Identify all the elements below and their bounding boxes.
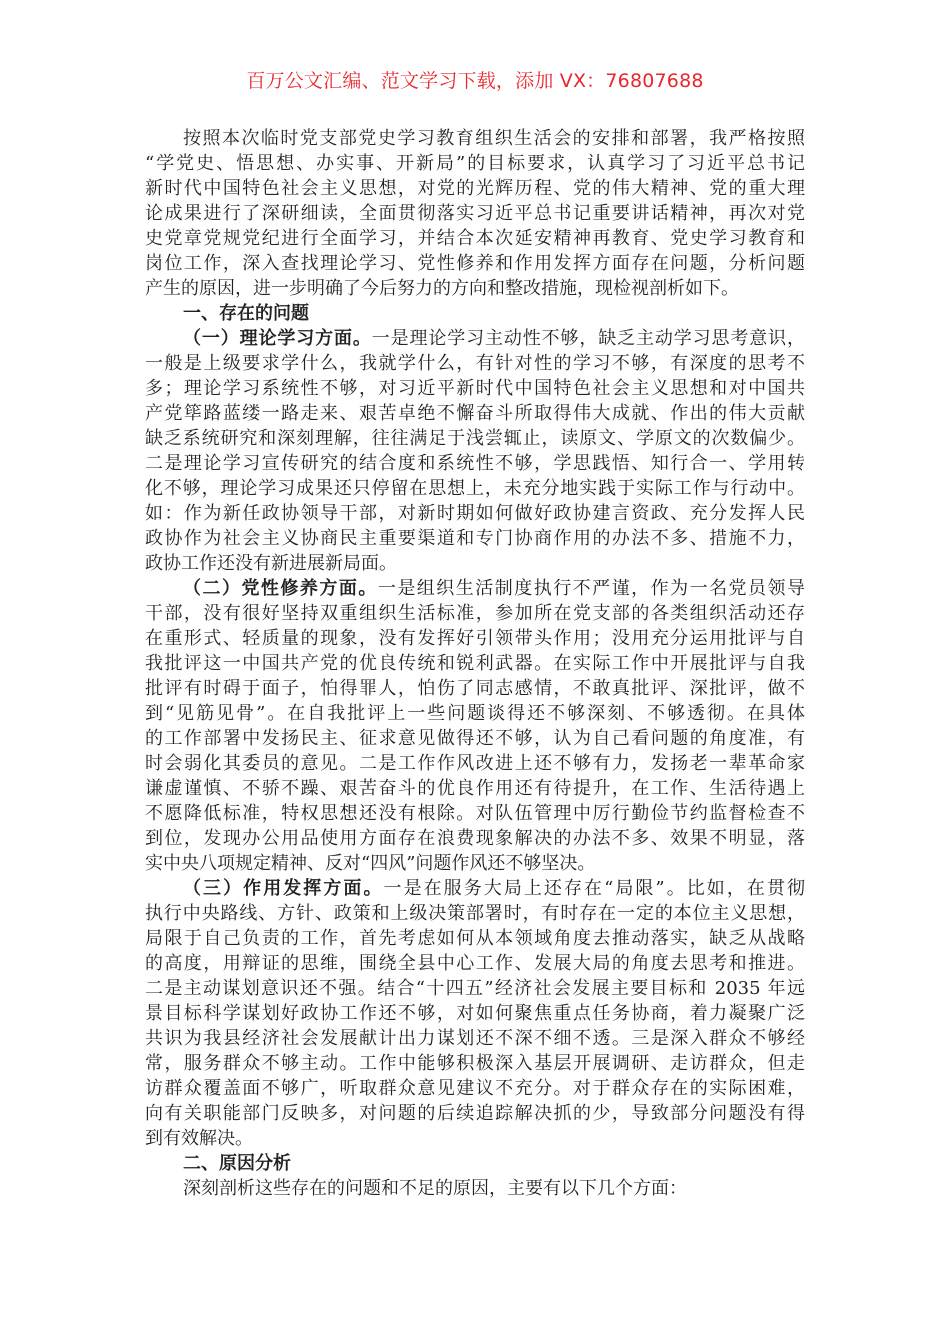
line-text: 实中央八项规定精神、反对“四风”问题作风还不够坚决。 [145,853,596,874]
text-line [145,951,805,976]
text-line [145,126,805,151]
text-line [145,801,805,826]
line-text: 产生的原因，进一步明确了今后努力的方向和整改措施，现检视剖析如下。 [145,278,739,299]
line-text: 访群众覆盖面不够广，听取群众意见建议不充分。对于群众存在的实际困难， [145,1078,805,1099]
line-text: 一般是上级要求学什么，我就学什么，有针对性的学习不够，有深度的思考不 [145,353,805,374]
text-line [145,1026,805,1051]
paragraph [145,1176,805,1201]
paragraph [145,876,805,1151]
text-line [145,926,805,951]
line-text: 二是理论学习宣传研究的结合度和系统性不够，学思践悟、知行合一、学用转 [145,453,805,474]
text-line [145,1076,805,1101]
text-line [145,326,805,351]
line-text: 干部，没有很好坚持双重组织生活标准，参加所在党支部的各类组织活动还存 [145,603,805,624]
section-heading: 一、存在的问题 [183,303,309,324]
text-line [145,226,805,251]
line-text: 多；理论学习系统性不够，对习近平新时代中国特色社会主义思想和对中国共 [145,378,805,399]
text-line [145,976,805,1001]
text-line [145,601,805,626]
text-line [145,826,805,851]
line-text: 到有效解决。 [145,1128,253,1149]
text-line [145,901,805,926]
line-text: 到位，发现办公用品使用方面存在浪费现象解决的办法不多、效果不明显，落 [145,828,805,849]
line-text: 深刻剖析这些存在的问题和不足的原因，主要有以下几个方面： [183,1178,687,1199]
text-line [145,501,805,526]
paragraph [145,326,805,576]
line-text: 在重形式、轻质量的现象，没有发挥好引领带头作用；没用充分运用批评与自 [145,628,805,649]
document-body [145,126,805,1201]
line-text: 新时代中国特色社会主义思想，对党的光辉历程、党的伟大精神、党的重大理 [145,178,805,199]
line-text: 如：作为新任政协领导干部，对新时期如何做好政协建言资政、充分发挥人民 [145,503,805,524]
text-line [145,701,805,726]
subsection-title: （三）作用发挥方面。 [183,878,384,899]
line-text: 的工作部署中发扬民主、征求意见做得还不够，认为自己看问题的角度准，有 [145,728,805,749]
text-line [145,476,805,501]
line-text: 到“见筋见骨”。在自我批评上一些问题谈得还不够深刻、不够透彻。在具体 [145,703,805,724]
text-line [145,776,805,801]
text-line [145,1001,805,1026]
line-text: 时会弱化其委员的意见。二是工作作风改进上还不够有力，发扬老一辈革命家 [145,753,805,774]
line-text: 缺乏系统研究和深刻理解，往往满足于浅尝辄止，读原文、学原文的次数偏少。 [145,428,805,449]
line-text: 一是理论学习主动性不够，缺乏主动学习思考意识， [371,328,805,349]
text-line [145,851,805,876]
line-text: 不愿降低标准，特权思想还没有根除。对队伍管理中厉行勤俭节约监督检查不 [145,803,805,824]
text-line [145,1101,805,1126]
line-text: 景目标科学谋划好政协工作还不够，对如何聚焦重点任务协商，着力凝聚广泛 [145,1003,805,1024]
line-text: “学党史、悟思想、办实事、开新局”的目标要求，认真学习了习近平总书记 [145,153,805,174]
line-text: 我批评这一中国共产党的优良传统和锐利武器。在实际工作中开展批评与自我 [145,653,805,674]
text-line [145,176,805,201]
text-line [145,276,805,301]
text-line [145,451,805,476]
line-text: 常，服务群众不够主动。工作中能够积极深入基层开展调研、走访群众，但走 [145,1053,805,1074]
line-text: 产党筚路蓝缕一路走来、艰苦卓绝不懈奋斗所取得伟大成就、作出的伟大贡献 [145,403,805,424]
text-line [145,576,805,601]
line-text: 批评有时碍于面子，怕得罪人，怕伤了同志感情，不敢真批评、深批评，做不 [145,678,805,699]
paragraph [145,576,805,876]
text-line [145,1176,805,1201]
line-text: 史党章党规党纪进行全面学习，并结合本次延安精神再教育、党史学习教育和 [145,228,805,249]
line-text: 二是主动谋划意识还不强。结合“十四五”经济社会发展主要目标和 2035 年远 [145,978,805,999]
text-line [145,251,805,276]
text-line [145,751,805,776]
text-line [145,651,805,676]
paragraph [145,126,805,301]
text-line [145,551,805,576]
line-text: 按照本次临时党支部党史学习教育组织生活会的安排和部署，我严格按照 [183,128,805,149]
text-line [145,376,805,401]
line-text: 岗位工作，深入查找理论学习、党性修养和作用发挥方面存在问题，分析问题 [145,253,805,274]
line-text: 论成果进行了深研细读，全面贯彻落实习近平总书记重要讲话精神，再次对党 [145,203,805,224]
line-text: 政协作为社会主义协商民主重要渠道和专门协商作用的办法不多、措施不力， [145,528,805,549]
line-text: 局限于自己负责的工作，首先考虑如何从本领域角度去推动落实，缺乏从战略 [145,928,805,949]
text-line [145,426,805,451]
line-text: 谦虚谨慎、不骄不躁、艰苦奋斗的优良作用还有待提升，在工作、生活待遇上 [145,778,805,799]
download-banner: 百万公文汇编、范文学习下载，添加 VX：76807688 [246,70,704,92]
line-text: 共识为我县经济社会发展献计出力谋划还不深不细不透。三是深入群众不够经 [145,1028,805,1049]
text-line [145,526,805,551]
text-line [145,676,805,701]
text-line [145,726,805,751]
line-text: 一是组织生活制度执行不严谨，作为一名党员领导 [377,578,806,599]
text-line [145,351,805,376]
line-text: 政协工作还没有新进展新局面。 [145,553,397,574]
text-line [145,201,805,226]
section-heading: 二、原因分析 [183,1153,291,1174]
line-text: 向有关职能部门反映多，对问题的后续追踪解决抓的少，导致部分问题没有得 [145,1103,805,1124]
line-text: 执行中央路线、方针、政策和上级决策部署时，有时存在一定的本位主义思想， [145,903,805,924]
subsection-title: （一）理论学习方面。 [183,328,372,349]
line-text: 一是在服务大局上还存在“局限”。比如，在贯彻 [383,878,805,899]
text-line [145,401,805,426]
text-line [145,1126,805,1151]
text-line [145,151,805,176]
text-line [145,626,805,651]
line-text: 化不够，理论学习成果还只停留在思想上，未充分地实践于实际工作与行动中。 [145,478,805,499]
subsection-title: （二）党性修养方面。 [183,578,378,599]
line-text: 的高度，用辩证的思维，围绕全县中心工作、发展大局的角度去思考和推进。 [145,953,805,974]
text-line [145,1051,805,1076]
text-line [145,876,805,901]
